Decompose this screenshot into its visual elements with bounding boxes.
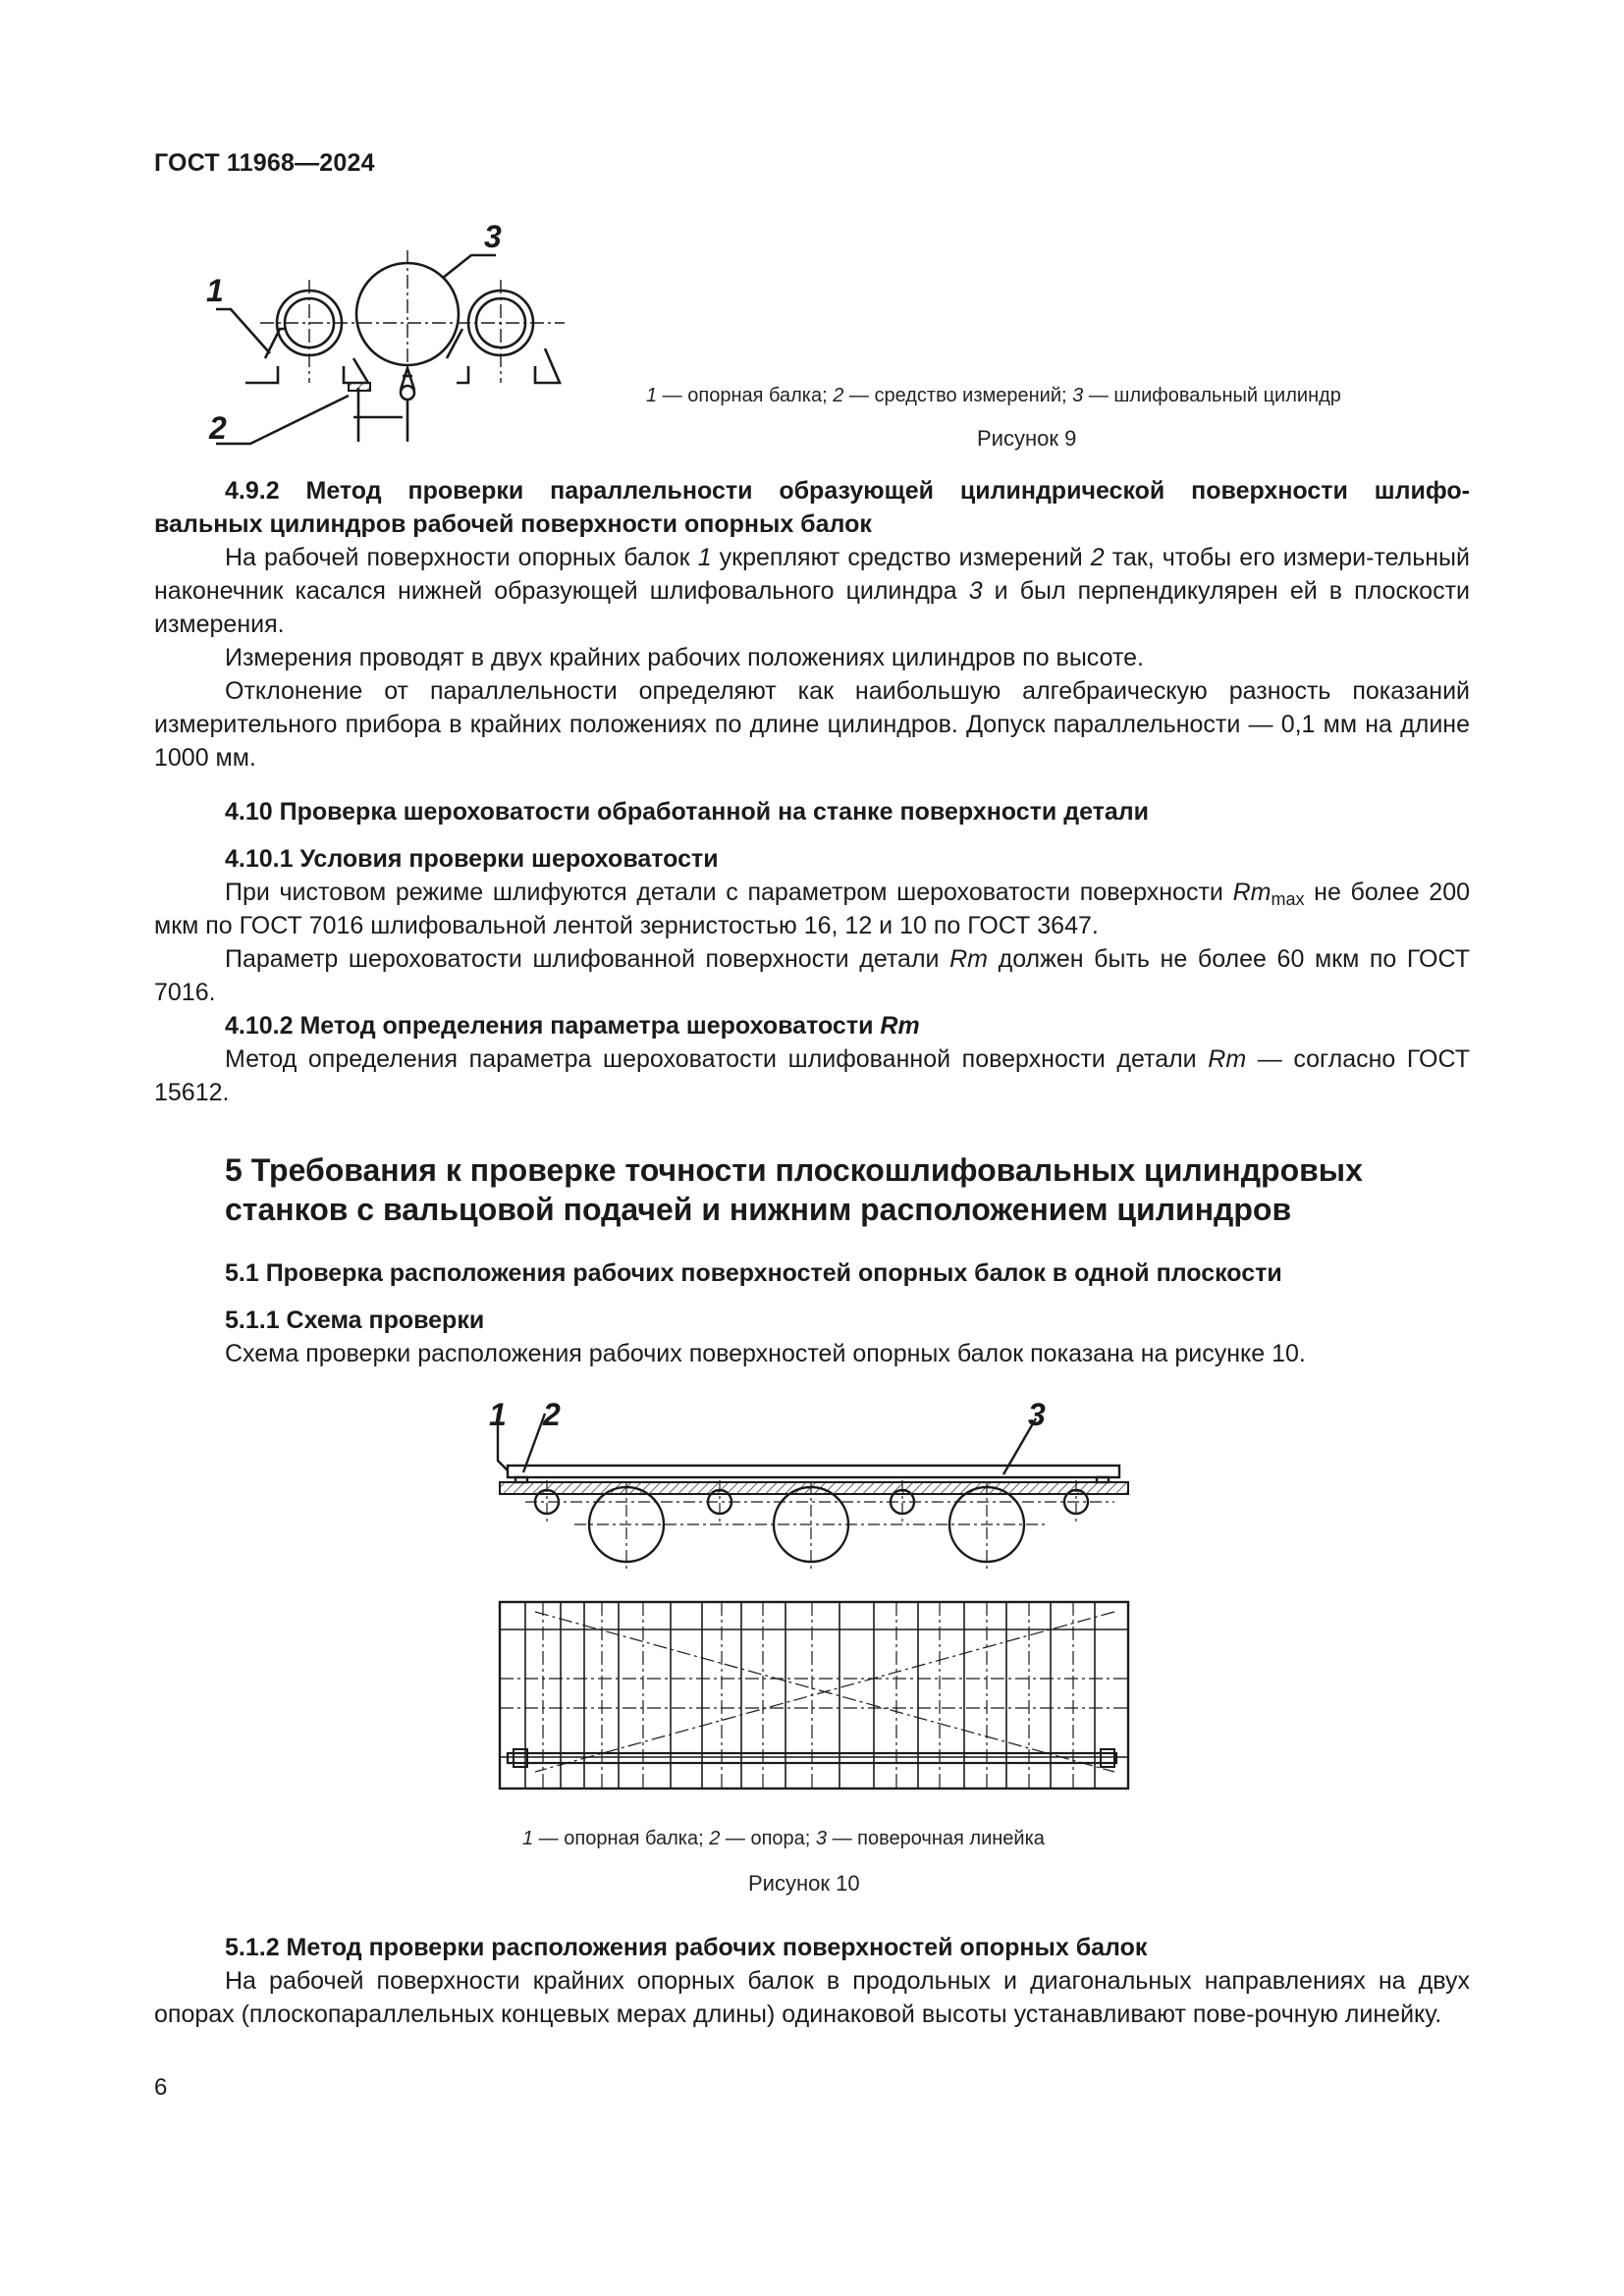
figure-9-drawing — [191, 221, 584, 447]
paragraph: На рабочей поверхности опорных балок 1 укрепляют средство измерений 2 так, чтобы его измери-тельный наконечник касался нижней образующей шлифовального цилиндра 3 и был перпендикулярен ей в плоскости измерения. — [154, 544, 1470, 638]
subsection-title: 4.10.1 Условия проверки шероховатости — [225, 845, 719, 873]
subsection-title: 4.10.2 Метод определения параметра шероховатости Rm — [225, 1012, 920, 1040]
subsection-title: 5.1.2 Метод проверки расположения рабочих поверхностей опорных балок — [225, 1934, 1148, 1961]
fig10-label-2: 2 — [543, 1397, 561, 1432]
subsection-title: 5.1.1 Схема проверки — [225, 1307, 485, 1334]
paragraph: На рабочей поверхности крайних опорных балок в продольных и диагональных направлениях на двух опорах (плоскопараллельных концевых мерах длины) одинаковой высоты устанавливают пове-рочную линейку. — [154, 1967, 1470, 2028]
section-title: 5.1 Проверка расположения рабочих поверхностей опорных балок в одной плоскости — [225, 1259, 1282, 1287]
fig9-label-3: 3 — [484, 221, 502, 254]
section-5-title: 5 Требования к проверке точности плоскошлифовальных цилиндровых станков с вальцовой подачей и нижним расположением цилиндров — [225, 1152, 1363, 1227]
fig9-label-2: 2 — [209, 410, 227, 446]
paragraph: Отклонение от параллельности определяют как наибольшую алгебраическую разность показаний измерительного прибора в крайних положениях по длине цилиндров. Допуск параллельности — 0,1 мм на длине 1000 мм. — [154, 677, 1470, 772]
paragraph: Измерения проводят в двух крайних рабочих положениях цилиндров по высоте. — [225, 644, 1144, 671]
figure-9-caption: Рисунок 9 — [977, 426, 1077, 451]
paragraph: Схема проверки расположения рабочих поверхностей опорных балок показана на рисунке 10. — [225, 1340, 1306, 1367]
section-title-cont: вальных цилиндров рабочей поверхности опорных балок — [154, 510, 872, 538]
section-5-1 — [154, 1256, 1470, 1370]
page-number: 6 — [154, 2074, 168, 2101]
section-4-9-2 — [154, 474, 1470, 774]
figure-10-drawing — [486, 1394, 1154, 1796]
fig10-label-3: 3 — [1028, 1397, 1046, 1432]
figure-10-caption: Рисунок 10 — [748, 1871, 860, 1896]
paragraph: При чистовом режиме шлифуются детали с параметром шероховатости поверхности $Rm_{max}$ не более 200 мкм по ГОСТ 7016 шлифовальной лентой зернистостью 16, 12 и 10 по ГОСТ 3647. — [154, 879, 1471, 939]
fig9-label-1: 1 — [206, 273, 224, 308]
section-title: 4.9.2 Метод проверки параллельности образующей цилиндрической поверхности шлифо- — [225, 477, 1470, 505]
section-4-10 — [154, 795, 1470, 1109]
figure-10-legend: 1 — опорная балка; 2 — опора; 3 — поверочная линейка — [522, 1828, 1045, 1849]
section-title: 4.10 Проверка шероховатости обработанной на станке поверхности детали — [225, 798, 1150, 826]
section-5-1-2 — [154, 1931, 1470, 2031]
fig10-label-1: 1 — [489, 1397, 507, 1432]
document-code: ГОСТ 11968—2024 — [154, 149, 375, 177]
paragraph: Метод определения параметра шероховатости шлифованной поверхности детали Rm — согласно ГОСТ 15612. — [154, 1045, 1471, 1106]
paragraph: Параметр шероховатости шлифованной поверхности детали Rm должен быть не более 60 мкм по ГОСТ 7016. — [154, 945, 1470, 1006]
straight-edge — [508, 1466, 1119, 1477]
figure-9-legend: 1 — опорная балка; 2 — средство измерений; 3 — шлифовальный цилиндр — [646, 385, 1341, 406]
